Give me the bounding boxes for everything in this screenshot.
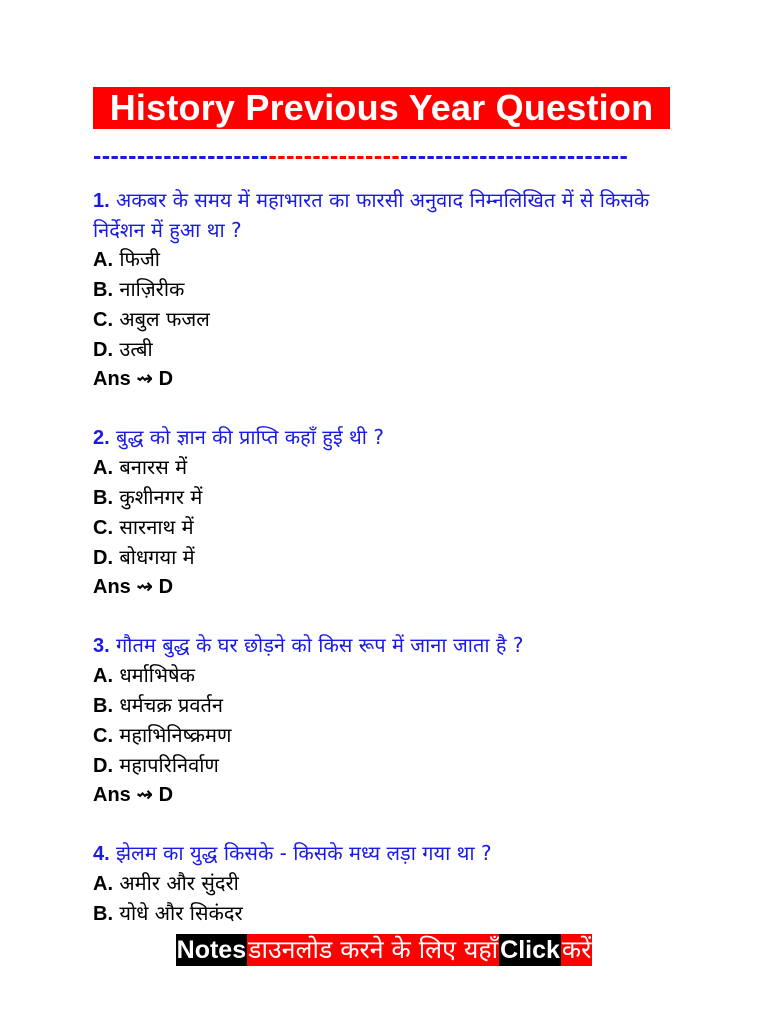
option-a [93,869,683,899]
option-text: उत्बी [119,337,153,361]
question-block-2 [93,423,683,602]
download-text: डाउनलोड करने के लिए यहाँ [248,935,499,964]
option-a [93,245,683,275]
question-list [93,186,683,929]
option-text: बनारस में [119,455,188,479]
question-number: 2. [93,427,110,449]
question-body: अकबर के समय में महाभारत का फारसी अनुवाद निम्नलिखित में से किसके निर्देशन में हुआ था ? [93,188,650,242]
option-c [93,305,683,335]
option-b [93,691,683,721]
option-b [93,899,683,929]
option-letter: A. [93,873,113,895]
page-title: History Previous Year Question [93,87,670,129]
title-banner [93,87,670,129]
option-text: महापरिनिर्वाण [119,753,219,777]
option-letter: C. [93,309,113,331]
option-text: अबुल फजल [119,307,210,331]
question-body: गौतम बुद्ध के घर छोड़ने को किस रूप में जाना जाता है ? [116,633,524,657]
question-block-4 [93,839,683,929]
option-letter: A. [93,665,113,687]
option-b [93,275,683,305]
question-text [93,631,683,661]
question-text [93,423,683,453]
question-text [93,839,683,869]
question-block-1 [93,186,683,394]
answer-line: Ans ⇝ D [93,784,174,806]
question-body: झेलम का युद्ध किसके - किसके मध्य लड़ा गया था ? [116,841,492,865]
option-text: अमीर और सुंदरी [119,871,239,895]
option-letter: B. [93,279,113,301]
option-letter: D. [93,339,113,361]
question-body: बुद्ध को ज्ञान की प्राप्ति कहाँ हुई थी ? [116,425,384,449]
divider-left: -------------------- [93,142,269,170]
option-text: नाज़िरीक [119,277,185,301]
option-d [93,543,683,573]
option-text: बोधगया में [119,545,195,569]
option-letter: B. [93,695,113,717]
question-block-3 [93,631,683,810]
divider-line [93,142,670,170]
answer-line: Ans ⇝ D [93,576,174,598]
question-number: 4. [93,843,110,865]
option-text: कुशीनगर में [119,485,203,509]
question-text [93,186,683,245]
option-text: योधे और सिकंदर [119,901,243,925]
option-d [93,335,683,365]
option-letter: D. [93,547,113,569]
option-b [93,483,683,513]
question-number: 1. [93,190,110,212]
option-letter: C. [93,725,113,747]
divider-right: -------------------------- [400,142,629,170]
option-a [93,661,683,691]
option-text: सारनाथ में [119,515,194,539]
question-number: 3. [93,635,110,657]
option-letter: B. [93,487,113,509]
option-a [93,453,683,483]
option-text: धर्मचक्र प्रवर्तन [119,693,224,717]
notes-label: Notes [176,936,247,964]
divider-middle: --------------- [268,142,401,170]
option-letter: A. [93,457,113,479]
option-letter: A. [93,249,113,271]
notes-download-link[interactable] [0,934,768,966]
option-letter: D. [93,755,113,777]
option-letter: C. [93,517,113,539]
option-d [93,751,683,781]
option-text: फिजी [119,247,160,271]
kare-text: करें [561,935,592,964]
option-letter: B. [93,903,113,925]
option-text: महाभिनिष्क्रमण [119,723,232,747]
option-c [93,513,683,543]
answer-line: Ans ⇝ D [93,368,174,390]
option-c [93,721,683,751]
option-text: धर्माभिषेक [119,663,195,687]
click-label[interactable]: Click [500,936,560,964]
